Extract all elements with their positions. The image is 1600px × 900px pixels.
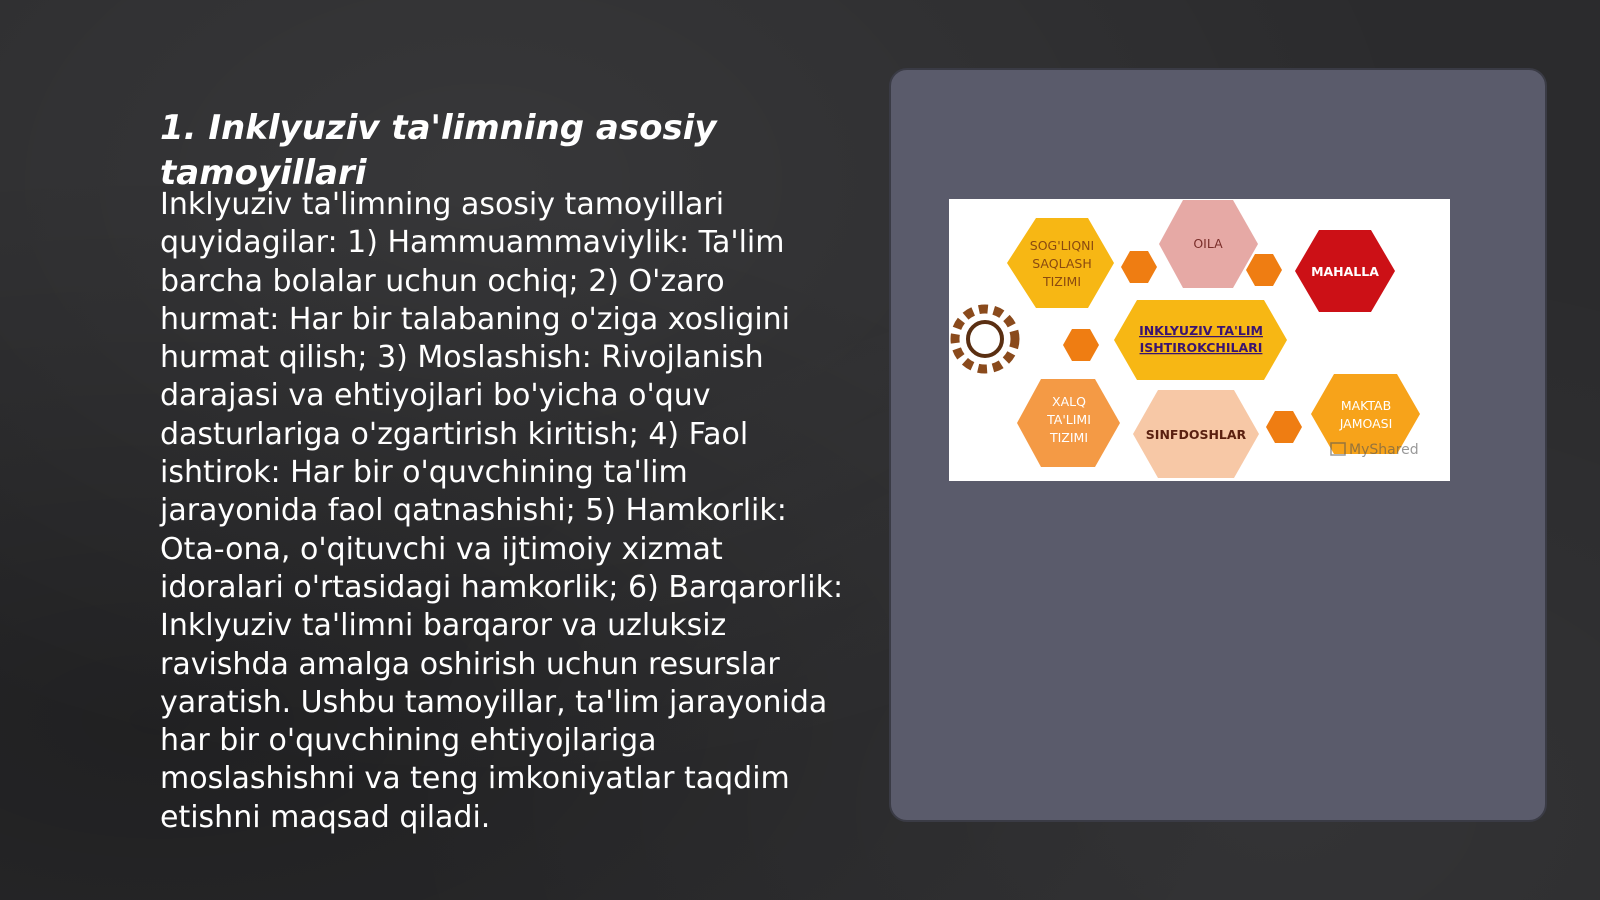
- hex-health-system: [1007, 218, 1114, 308]
- hex-public-line2: TA'LIMI: [1047, 412, 1091, 427]
- hex-classmates: [1133, 390, 1259, 478]
- small-hex-3: [1063, 329, 1099, 361]
- hex-center-line2: ISHTIROKCHILARI: [1139, 340, 1263, 355]
- slide-title: 1. Inklyuziv ta'limning asosiy tamoyillari: [160, 108, 717, 193]
- participants-diagram: [949, 199, 1450, 481]
- watermark-text: MyShared: [1349, 442, 1419, 458]
- hex-school-line2: JAMOASI: [1339, 416, 1393, 431]
- hex-center-line1: INKLYUZIV TA'LIM: [1139, 323, 1263, 338]
- hex-school-line1: MAKTAB: [1340, 398, 1392, 413]
- hex-mahalla-label: MAHALLA: [1311, 264, 1379, 279]
- hex-health-line1: SOG'LIQNI: [1029, 238, 1095, 253]
- hex-mahalla: [1295, 230, 1395, 312]
- hex-public-line1: XALQ: [1052, 394, 1086, 409]
- hex-family: [1159, 200, 1258, 288]
- small-hex-2: [1246, 254, 1282, 286]
- small-hex-4: [1266, 411, 1302, 443]
- gear-people-icon: [955, 309, 1015, 369]
- small-hex-1: [1121, 251, 1157, 283]
- participants-diagram-svg: [949, 199, 1450, 481]
- hex-health-line2: SAQLASH: [1032, 256, 1092, 271]
- hex-public-line3: TIZIMI: [1049, 430, 1089, 445]
- hex-center: [1114, 300, 1287, 380]
- hex-public-education: [1017, 379, 1120, 467]
- hex-health-line3: TIZIMI: [1042, 274, 1082, 289]
- slide-body-text: Inklyuziv ta'limning asosiy tamoyillari quyidagilar: 1) Hammuammaviylik: Ta'lim barcha bolalar uchun ochiq; 2) O'zaro hurmat: Har bir talabaning o'ziga xosligini hurmat qilish; 3) Moslashish: Rivojlanish darajasi va ehtiyojlari bo'yicha o'quv dasturlariga o'zgartirish kiritish; 4) Faol ishtirok: Har bir o'quvchining ta'lim jarayonida faol qatnashishi; 5) Hamkorlik: Ota-ona, o'qituvchi va ijtimoiy xizmat idoralari o'rtasidagi hamkorlik; 6) Barqarorlik: Inklyuziv ta'limni barqaror va uzluksiz ravishda amalga oshirish uchun resurslar yaratish. Ushbu tamoyillar, ta'lim jarayonida har bir o'quvchining ehtiyojlariga moslashishni va teng imkoniyatlar taqdim etishni maqsad qiladi.: [160, 187, 844, 835]
- hex-family-label: OILA: [1193, 236, 1223, 251]
- hex-classmates-label: SINFDOSHLAR: [1145, 427, 1247, 442]
